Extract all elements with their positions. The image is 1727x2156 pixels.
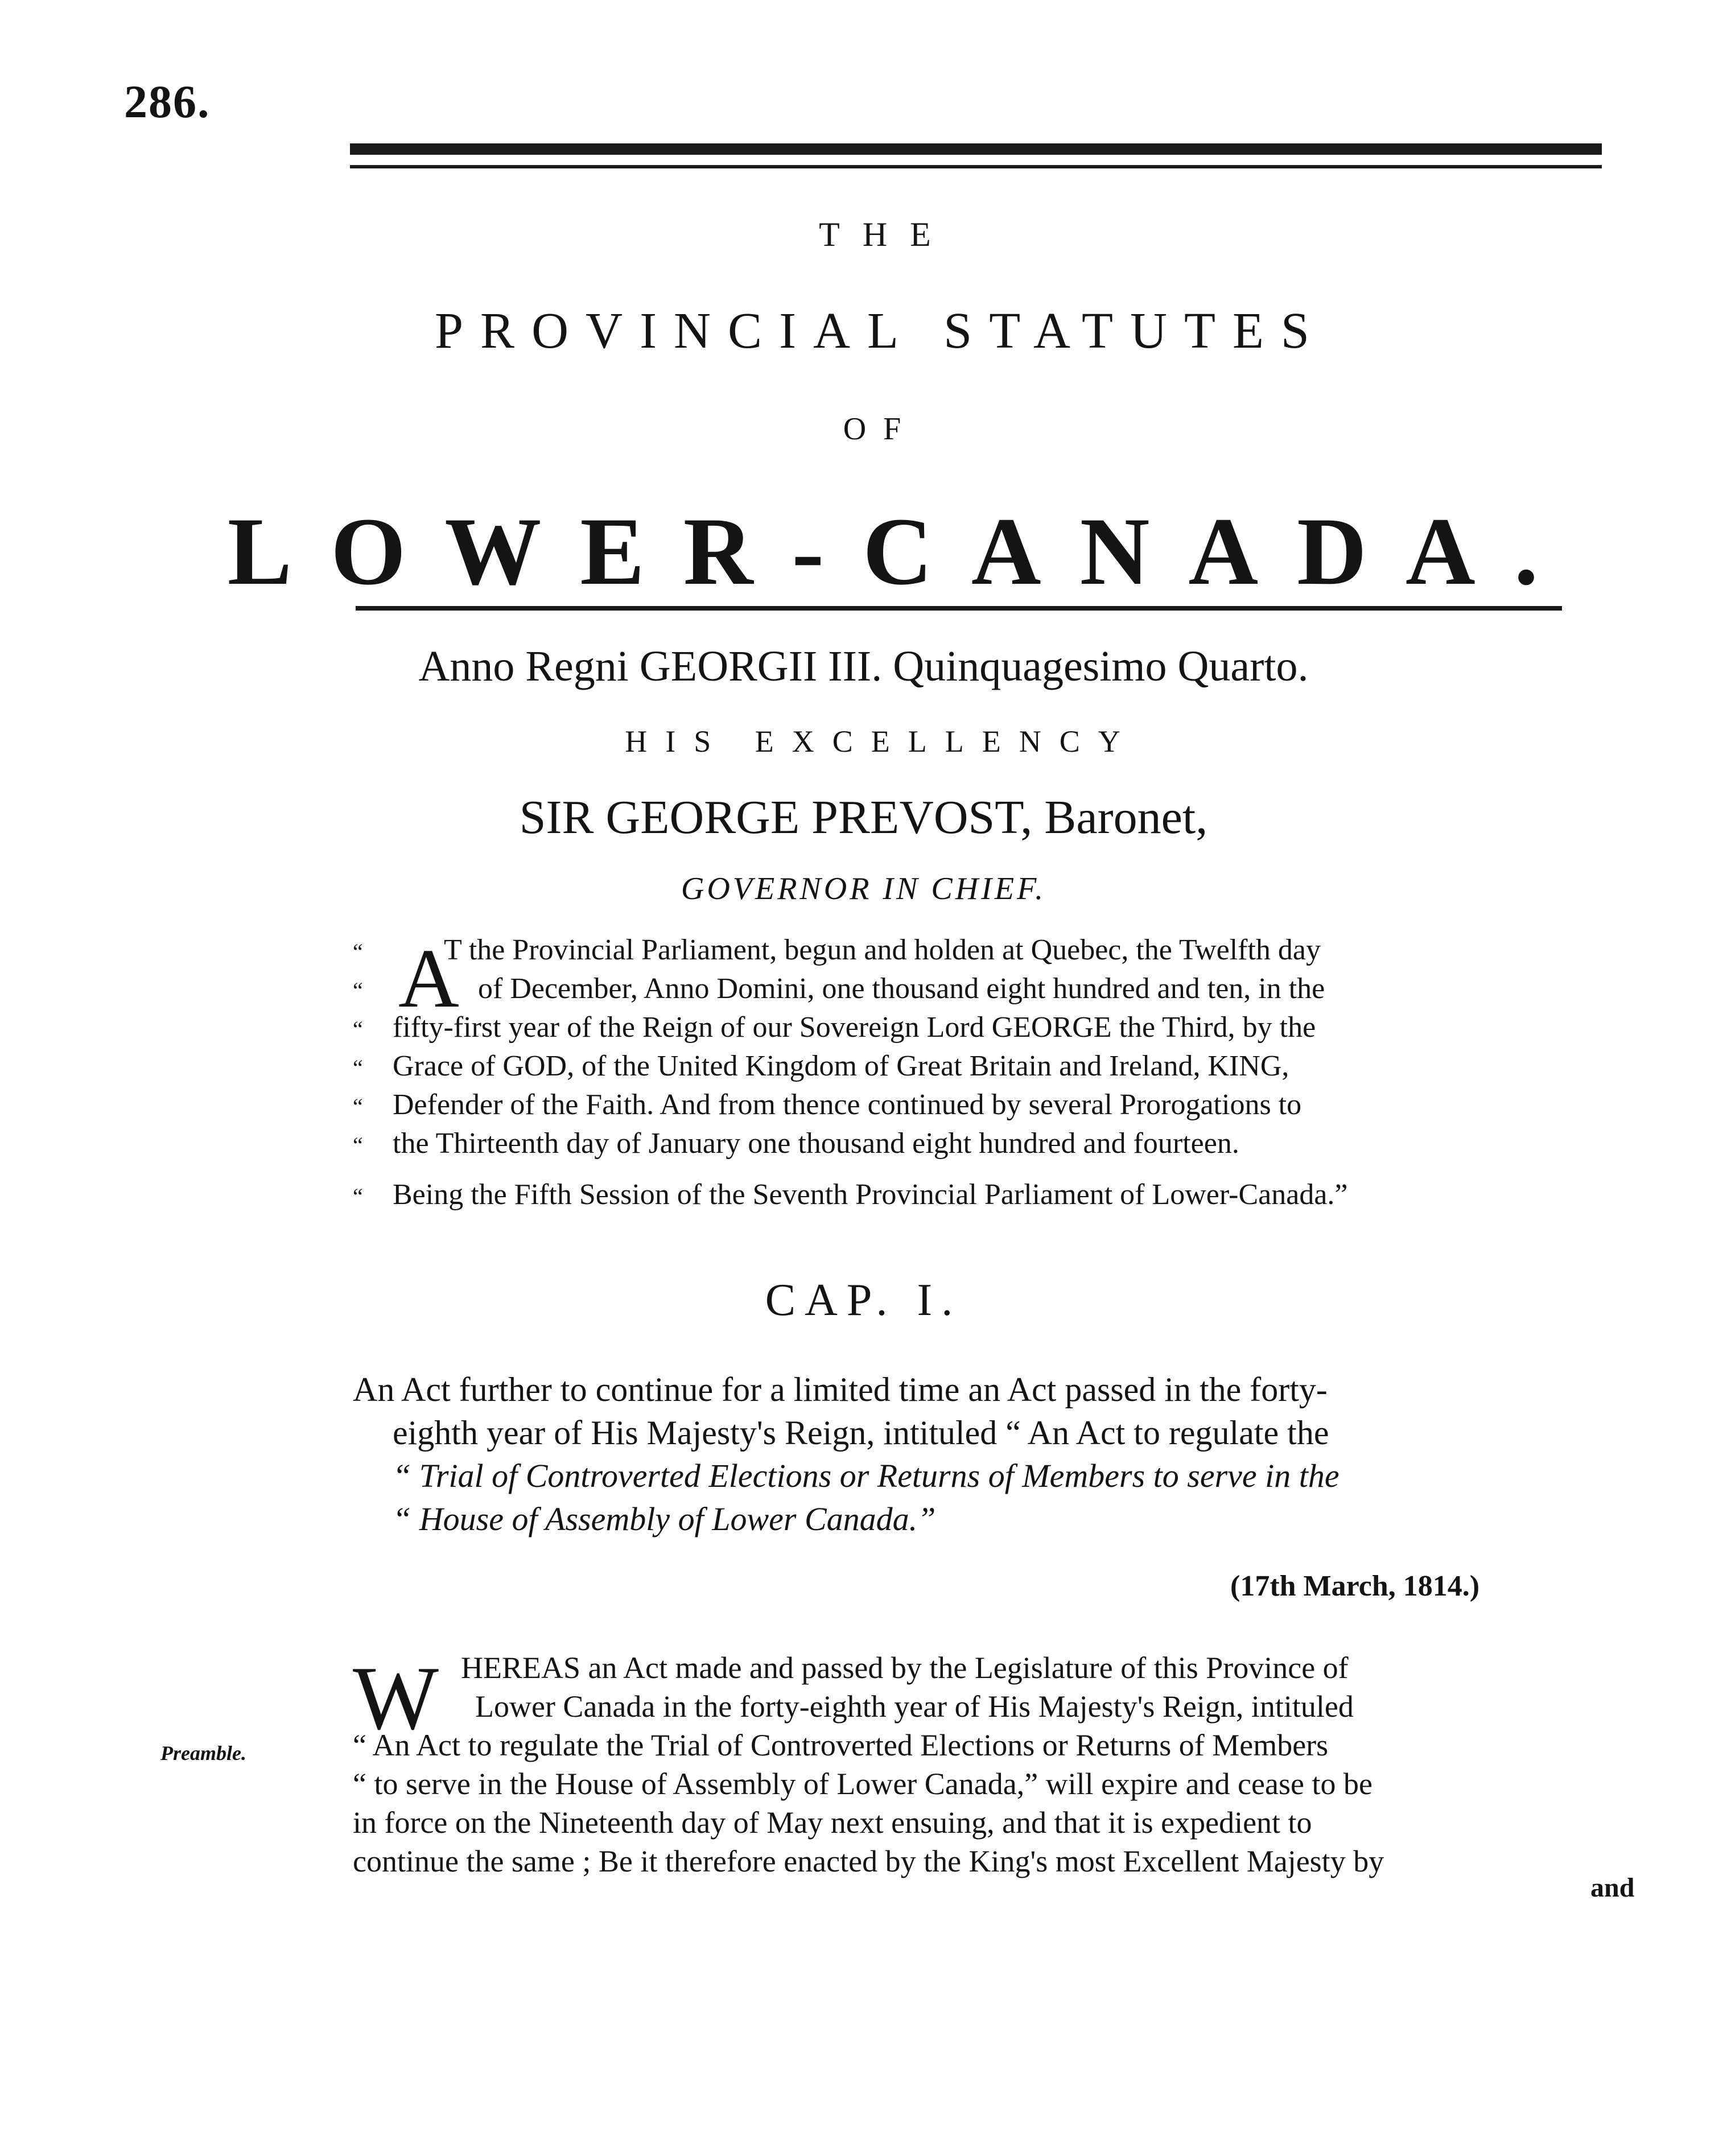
preamble-dropcap: W xyxy=(353,1647,439,1749)
preamble-line: Lower Canada in the forty-eighth year of His Majesty's Reign, intituled xyxy=(475,1689,1354,1724)
chapter-heading: CAP. I. xyxy=(765,1275,962,1325)
preamble-line: “ An Act to regulate the Trial of Controverted Elections or Returns of Members xyxy=(353,1728,1329,1762)
preamble-line: HEREAS an Act made and passed by the Legislature of this Province of xyxy=(461,1651,1349,1685)
act-date: (17th March, 1814.) xyxy=(1230,1570,1480,1602)
proclamation-line xyxy=(353,1088,1301,1122)
proclamation-text: of December, Anno Domini, one thousand eight hundred and ten, in the xyxy=(478,972,1325,1005)
page-number: 286. xyxy=(124,76,211,127)
quote-mark: “ xyxy=(353,1184,363,1209)
act-title-line: “ Trial of Controverted Elections or Returns of Members to serve in the xyxy=(393,1457,1339,1494)
quote-mark: “ xyxy=(353,1016,363,1042)
proclamation-line xyxy=(353,1127,1239,1160)
proclamation-line xyxy=(353,972,1325,1005)
governor-title: GOVERNOR IN CHIEF. xyxy=(681,871,1046,906)
title-the: THE xyxy=(819,216,954,253)
proclamation-text: Grace of GOD, of the United Kingdom of Great Britain and Ireland, KING, xyxy=(393,1050,1289,1082)
act-title-line: An Act further to continue for a limited time an Act passed in the forty- xyxy=(353,1371,1328,1408)
title-province: LOWER-CANADA. xyxy=(227,498,1577,605)
session-line xyxy=(353,1178,1347,1211)
preamble-line: in force on the Nineteenth day of May next ensuing, and that it is expedient to xyxy=(353,1805,1312,1840)
title-of: OF xyxy=(843,411,918,447)
catchword: and xyxy=(1590,1873,1635,1903)
session-text: Being the Fifth Session of the Seventh Provincial Parliament of Lower-Canada.” xyxy=(393,1178,1348,1211)
proclamation-text: the Thirteenth day of January one thousand eight hundred and fourteen. xyxy=(393,1127,1239,1160)
proclamation-text: Defender of the Faith. And from thence continued by several Prorogations to xyxy=(393,1089,1302,1121)
act-title-line: “ House of Assembly of Lower Canada.” xyxy=(393,1500,936,1537)
title-statutes: PROVINCIAL STATUTES xyxy=(435,303,1326,359)
proclamation-text: fifty-first year of the Reign of our Sovereign Lord GEORGE the Third, by the xyxy=(393,1011,1316,1044)
quote-mark: “ xyxy=(353,939,363,964)
proclamation-line xyxy=(353,933,1321,967)
governor-name: SIR GEORGE PREVOST, Baronet, xyxy=(519,791,1208,844)
proclamation-text: T the Provincial Parliament, begun and holden at Quebec, the Twelfth day xyxy=(444,934,1321,966)
preamble-margin-label: Preamble. xyxy=(160,1742,246,1765)
preamble-line: continue the same ; Be it therefore enacted by the King's most Excellent Majesty by xyxy=(353,1844,1384,1878)
top-rule xyxy=(350,143,1602,155)
act-title-line: eighth year of His Majesty's Reign, intituled “ An Act to regulate the xyxy=(393,1414,1329,1452)
quote-mark: “ xyxy=(353,978,363,1003)
excellency-heading: HIS EXCELLENCY xyxy=(625,724,1139,758)
title-rule xyxy=(356,606,1562,611)
quote-mark: “ xyxy=(353,1094,363,1119)
quote-mark: “ xyxy=(353,1055,363,1081)
proclamation-dropcap: A xyxy=(398,932,459,1025)
proclamation-line xyxy=(353,1049,1289,1083)
proclamation-line xyxy=(353,1011,1316,1044)
regnal-year: Anno Regni GEORGII III. Quinquagesimo Quarto. xyxy=(418,642,1309,690)
top-rule-thin xyxy=(350,165,1602,168)
preamble-line: “ to serve in the House of Assembly of Lower Canada,” will expire and cease to be xyxy=(353,1767,1372,1801)
quote-mark: “ xyxy=(353,1132,363,1158)
